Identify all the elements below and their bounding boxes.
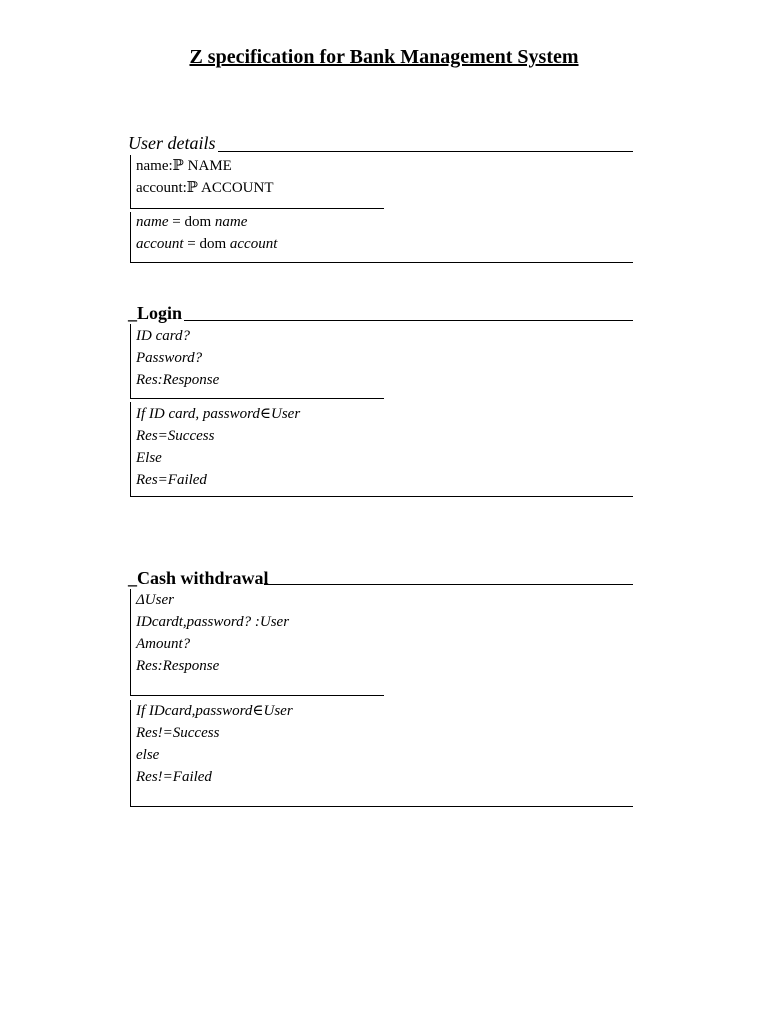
schema-top-rule	[184, 320, 633, 321]
predicate-line: If ID card, password∈User	[136, 406, 301, 422]
declaration-line: Amount?	[136, 636, 191, 652]
predicate-line	[136, 233, 277, 255]
schema-top-rule	[264, 584, 633, 585]
declaration-line: Res:Response	[136, 658, 220, 674]
predicate-line: Else	[136, 450, 162, 466]
schema-bottom-rule	[130, 496, 633, 497]
declaration-line: IDcardt,password? :User	[136, 614, 290, 630]
schema-left-rule	[130, 155, 131, 208]
schema-left-rule	[130, 324, 131, 398]
schema-name: _Login	[128, 303, 183, 323]
predicate-term: name	[136, 214, 169, 230]
declaration-line: Res:Response	[136, 372, 220, 388]
predicate-line: Res!=Success	[136, 725, 220, 741]
declaration-line: account:ℙ ACCOUNT	[136, 180, 274, 196]
schema-left-rule	[130, 700, 131, 806]
schema-divider	[130, 695, 384, 696]
document-title: Z specification for Bank Management System	[189, 46, 579, 68]
schema-left-rule	[130, 402, 131, 496]
predicate-line: If IDcard,password∈User	[136, 703, 293, 719]
predicate-line: Res=Success	[136, 428, 215, 444]
schema-bottom-rule	[130, 806, 633, 807]
predicate-line: Res=Failed	[136, 472, 207, 488]
declaration-line: ID card?	[136, 328, 191, 344]
schema-left-rule	[130, 212, 131, 262]
schema-divider	[130, 398, 384, 399]
schema-left-rule	[130, 589, 131, 695]
schema-name: User details	[128, 133, 216, 153]
schema-name: _Cash withdrawal	[128, 568, 269, 588]
predicate-term: account	[136, 236, 184, 252]
predicate-op: = dom	[183, 236, 230, 252]
schema-divider	[130, 208, 384, 209]
predicate-line: Res!=Failed	[136, 769, 212, 785]
predicate-line: else	[136, 747, 160, 763]
predicate-op: = dom	[168, 214, 215, 230]
declaration-line: name:ℙ NAME	[136, 158, 232, 174]
schema-bottom-rule	[130, 262, 633, 263]
declaration-line: ΔUser	[136, 592, 174, 608]
declaration-line: Password?	[136, 350, 203, 366]
predicate-line	[136, 211, 247, 233]
schema-top-rule	[218, 151, 633, 152]
predicate-term: account	[229, 236, 278, 252]
predicate-term: name	[214, 214, 248, 230]
